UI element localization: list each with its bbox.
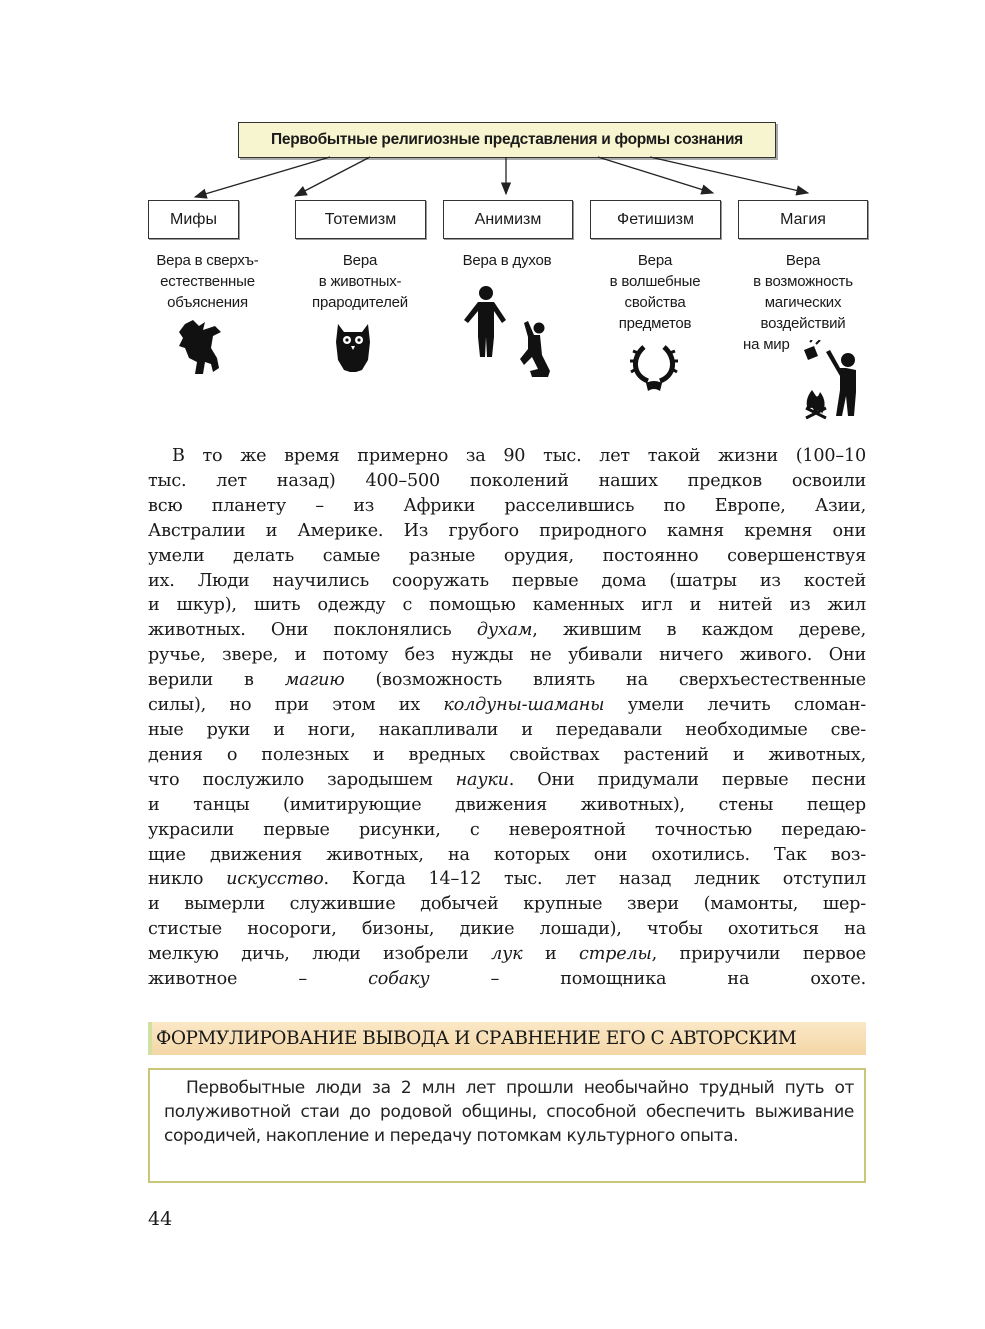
diagram-title: Первобытные религиозные представления и формы сознания [238,122,776,158]
laurel-wreath-icon [630,343,678,393]
text-line [148,444,866,469]
owl-icon [332,322,374,374]
text-line [148,593,866,618]
description-line: в возможность [753,273,853,290]
description-line: в животных- [318,273,402,290]
text-segment: мелкую дичь, люди изобрели [148,944,492,965]
emphasized-term: колдуны-шаманы [443,695,605,716]
emphasized-term: собаку [368,969,430,990]
arrow-totemism [295,157,370,196]
text-segment: и вымерли служившие добычей крупные звери (мамонты, шер- [148,894,866,915]
arrow-myths [195,157,330,197]
shaman-fire-icon [800,340,865,420]
description-line: магических [764,294,842,311]
text-segment: , жившим в каждом дереве, [532,620,867,641]
category-description-myths [140,250,275,313]
page-number: 44 [148,1208,173,1230]
text-segment: всю планету – из Африки расселившись по Европе, Азии, [148,495,866,516]
text-line [148,643,866,668]
emphasized-term: магию [284,670,345,691]
dragon-icon [175,318,225,376]
text-line [148,892,866,917]
body-text [148,444,866,992]
description-line: предметов [618,315,692,332]
text-segment: ные руки и ноги, накапливали и передавали необходимые све- [148,719,866,740]
category-description-totemism [295,250,425,313]
text-line [148,494,866,519]
category-description-animism [443,250,571,271]
text-segment: их. Люди научились сооружать первые дома (шатры из костей [148,570,866,591]
description-line: Вера [637,252,673,269]
text-line [148,818,866,843]
text-line [148,519,866,544]
text-line [148,793,866,818]
text-segment: В то же время примерно за 90 тыс. лет такой жизни (100–10 [172,446,866,466]
arrow-magic [650,157,808,193]
text-segment: тыс. лет назад) 400–500 поколений наших предков освоили [148,470,866,491]
text-segment: и танцы (имитирующие движения животных), стены пещер [148,794,866,815]
category-totemism: Тотемизм [295,200,426,239]
section-heading: ФОРМУЛИРОВАНИЕ ВЫВОДА И СРАВНЕНИЕ ЕГО С АВТОРСКИМ [148,1022,866,1055]
text-line [148,718,866,743]
diagram-arrows [0,0,985,210]
text-line [148,743,866,768]
emphasized-term: искусство [226,869,324,890]
conclusion-text: Первобытные люди за 2 млн лет прошли необычайно трудный путь от полуживотной стаи до родовой общины, способной обеспечить выживание сородичей, накопление и передачу потомкам культурного опыта. [164,1078,854,1146]
description-line: объяснения [167,294,248,311]
text-segment: (возможность влиять на сверхъестественные [344,670,866,691]
text-segment: – помощника на охоте. [429,969,867,990]
conclusion-box [148,1068,866,1183]
text-segment: Австралии и Америке. Из грубого природного камня кремня они [148,520,866,541]
text-segment: ручье, звере, и потому без нужды не убивали ничего живого. Они [148,645,866,666]
text-line [148,942,866,967]
text-line [148,917,866,942]
text-segment: стистые носороги, бизоны, дикие лошади), чтобы охотиться на [148,919,866,940]
text-segment: верили в [148,670,285,691]
text-line [148,867,866,892]
category-animism: Анимизм [443,200,573,239]
category-description-fetishism [590,250,720,334]
text-line [148,668,866,693]
text-segment: и шкур), шить одежду с помощью каменных игл и нитей из жил [148,595,866,616]
emphasized-term: науки [455,769,509,790]
description-line: на мир [743,336,790,353]
category-fetishism: Фетишизм [590,200,721,239]
text-segment: . Когда 14–12 тыс. лет назад ледник отступил [323,869,866,890]
praying-figures-icon [458,285,553,382]
text-segment: и [522,944,580,965]
text-segment: щие движения животных, на которых они охотились. Так воз- [148,844,866,865]
text-segment: животное – [148,969,369,990]
text-line [148,469,866,494]
text-line [148,967,866,992]
text-segment: умели лечить сломан- [604,695,866,716]
category-myths: Мифы [148,200,239,239]
text-segment: украсили первые рисунки, с невероятной точностью передаю- [148,819,866,840]
emphasized-term: стрелы [579,944,652,965]
text-line [148,618,866,643]
text-line [148,544,866,569]
text-line [148,693,866,718]
text-segment: , приручили первое [651,944,866,965]
description-line: Вера в духов [462,252,552,269]
description-line: свойства [624,294,686,311]
text-segment: силы), но при этом их [148,695,444,716]
text-line [148,569,866,594]
text-segment: никло [148,869,227,890]
description-line: воздействий [760,315,846,332]
text-segment: животных. Они поклонялись [148,620,477,641]
description-line: Вера в сверхъ- [156,252,259,269]
description-line: в волшебные [609,273,701,290]
text-segment: . Они придумали первые песни [508,769,866,790]
description-line: естественные [160,273,255,290]
description-line: прародителей [312,294,408,311]
arrow-fetishism [598,157,713,193]
description-line: Вера [785,252,821,269]
description-line: Вера [342,252,378,269]
emphasized-term: духам [476,620,533,641]
emphasized-term: лук [491,944,523,965]
text-line [148,843,866,868]
text-segment: что послужило зародышем [148,769,456,790]
category-magic: Магия [738,200,868,239]
text-segment: дения о полезных и вредных свойствах растений и животных, [148,744,866,765]
text-line [148,768,866,793]
text-segment: умели делать самые разные орудия, постоянно совершенствуя [148,545,866,566]
